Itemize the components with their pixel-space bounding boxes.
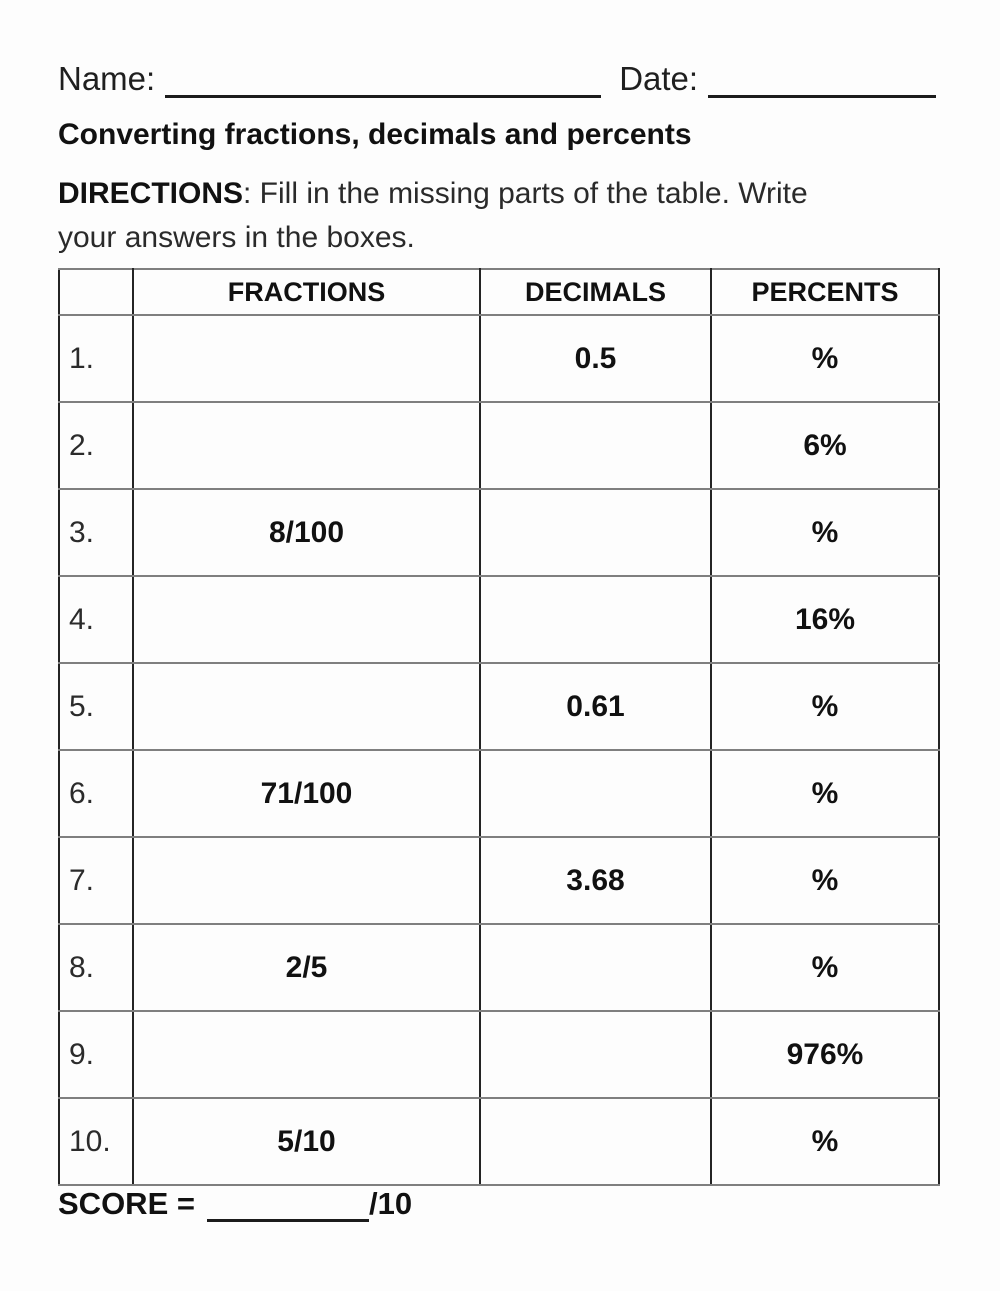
score-blank-line[interactable] <box>207 1191 369 1222</box>
fraction-answer-box[interactable] <box>133 837 480 924</box>
decimals-header: DECIMALS <box>480 269 711 315</box>
page-title: Converting fractions, decimals and percents <box>58 118 692 151</box>
name-blank-line[interactable] <box>165 65 601 98</box>
directions-line2: your answers in the boxes. <box>58 221 415 254</box>
table-row <box>59 1098 939 1185</box>
percent-given-value: 16% <box>711 576 939 663</box>
decimal-answer-box[interactable] <box>480 1098 711 1185</box>
fraction-given-value: 2/5 <box>133 924 480 1011</box>
conversion-table <box>58 268 940 1186</box>
row-number: 3. <box>59 489 133 576</box>
percent-answer-box[interactable]: % <box>711 663 939 750</box>
table-row <box>59 402 939 489</box>
decimal-given-value: 0.5 <box>480 315 711 402</box>
table-row <box>59 489 939 576</box>
date-label: Date: <box>619 60 699 97</box>
decimal-given-value: 3.68 <box>480 837 711 924</box>
percent-answer-box[interactable]: % <box>711 1098 939 1185</box>
row-number: 5. <box>59 663 133 750</box>
fraction-answer-box[interactable] <box>133 402 480 489</box>
fraction-answer-box[interactable] <box>133 315 480 402</box>
percent-given-value: 6% <box>711 402 939 489</box>
name-date-row <box>58 60 958 98</box>
score-denominator: /10 <box>368 1186 413 1221</box>
table-row <box>59 576 939 663</box>
decimal-answer-box[interactable] <box>480 924 711 1011</box>
table-row <box>59 1011 939 1098</box>
decimal-answer-box[interactable] <box>480 402 711 489</box>
fraction-answer-box[interactable] <box>133 576 480 663</box>
row-number: 6. <box>59 750 133 837</box>
percent-answer-box[interactable]: % <box>711 489 939 576</box>
name-label: Name: <box>58 60 156 97</box>
header-row <box>59 269 939 315</box>
row-number: 10. <box>59 1098 133 1185</box>
score-label: SCORE = <box>58 1186 195 1221</box>
table-row <box>59 315 939 402</box>
row-number: 7. <box>59 837 133 924</box>
percent-answer-box[interactable]: % <box>711 750 939 837</box>
directions-text <box>58 172 938 260</box>
date-blank-line[interactable] <box>708 65 936 98</box>
decimal-answer-box[interactable] <box>480 576 711 663</box>
row-number: 4. <box>59 576 133 663</box>
percent-answer-box[interactable]: % <box>711 837 939 924</box>
row-number: 2. <box>59 402 133 489</box>
percent-answer-box[interactable]: % <box>711 315 939 402</box>
corner-header-cell <box>59 269 133 315</box>
directions-line1: : Fill in the missing parts of the table. Write <box>243 177 808 210</box>
row-number: 9. <box>59 1011 133 1098</box>
table-row <box>59 924 939 1011</box>
decimal-answer-box[interactable] <box>480 489 711 576</box>
table-row <box>59 750 939 837</box>
percent-answer-box[interactable]: % <box>711 924 939 1011</box>
fraction-given-value: 8/100 <box>133 489 480 576</box>
table-row <box>59 837 939 924</box>
fraction-given-value: 71/100 <box>133 750 480 837</box>
row-number: 1. <box>59 315 133 402</box>
score-row <box>58 1186 412 1222</box>
fraction-given-value: 5/10 <box>133 1098 480 1185</box>
decimal-answer-box[interactable] <box>480 1011 711 1098</box>
decimal-answer-box[interactable] <box>480 750 711 837</box>
decimal-given-value: 0.61 <box>480 663 711 750</box>
fraction-answer-box[interactable] <box>133 1011 480 1098</box>
table-row <box>59 663 939 750</box>
fraction-answer-box[interactable] <box>133 663 480 750</box>
percent-given-value: 976% <box>711 1011 939 1098</box>
directions-label: DIRECTIONS <box>58 177 244 210</box>
fractions-header: FRACTIONS <box>133 269 480 315</box>
row-number: 8. <box>59 924 133 1011</box>
percents-header: PERCENTS <box>711 269 939 315</box>
